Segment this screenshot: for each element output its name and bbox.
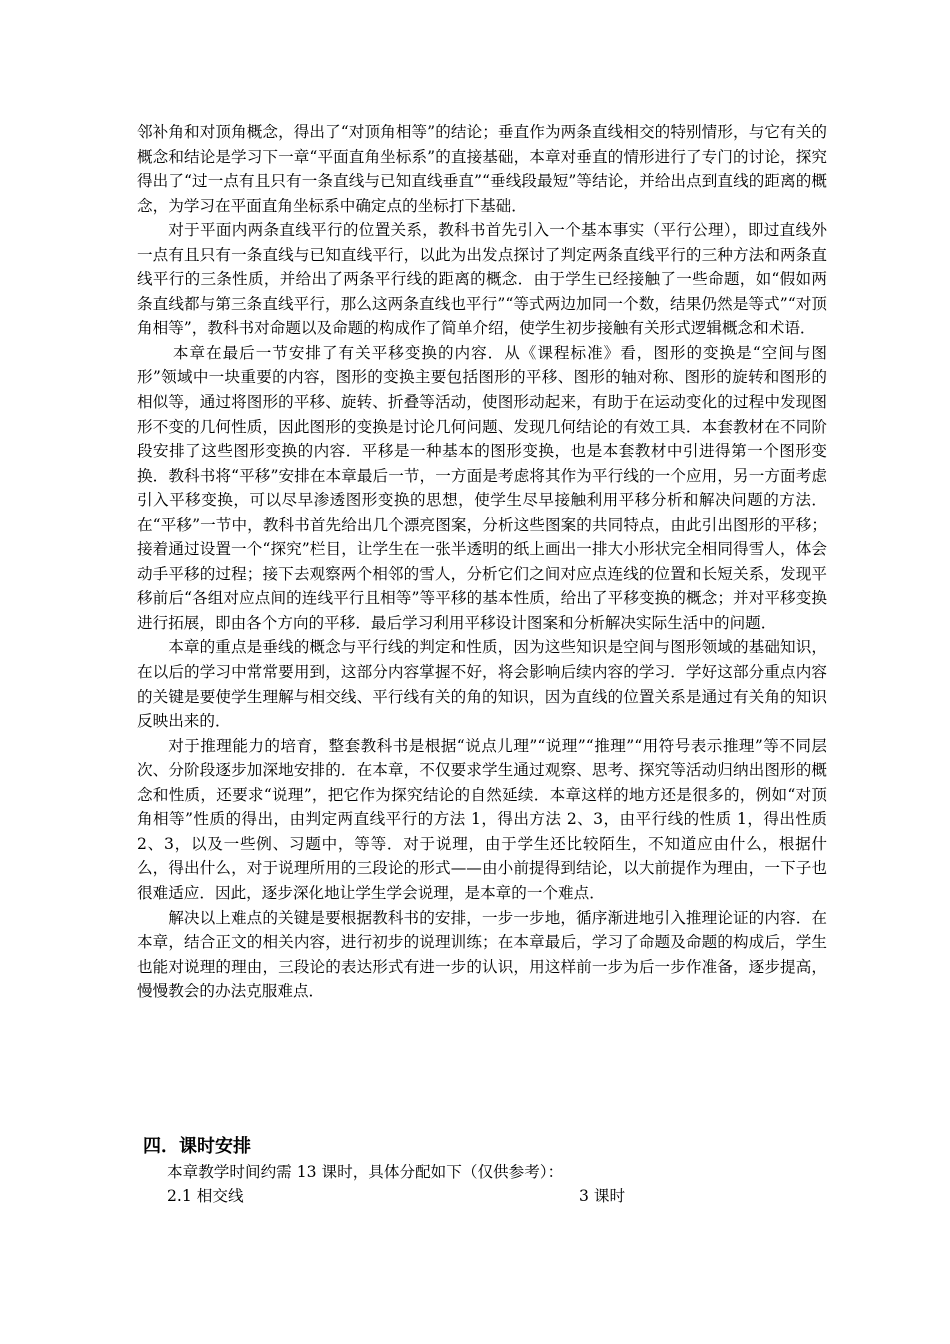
- paragraph-reasoning: 对于推理能力的培育，整套教科书是根据“说点儿理”“说理”“推理”“用符号表示推理”等不同层次、分阶段逐步加深地安排的．在本章，不仅要求学生通过观察、思考、探究等活动归纳出图形的概念和性质，还要求“说理”，把它作为探究结论的自然延续．本章这样的地方还是很多的，例如“对顶角相等”性质的得出，由判定两直线平行的方法 1，得出方法 2、3，由平行线的性质 1，得出性质 2、3，以及一些例、习题中，等等．对于说理，由于学生还比较陌生，不知道应由什么，根据什么，得出什么，对于说理所用的三段论的形式——由小前提得到结论，以大前提作为理由，一下子也很难适应．因此，逐步深化地让学生学会说理，是本章的一个难点．: [137, 736, 827, 902]
- schedule-item-name: 2.1 相交线: [167, 1187, 244, 1205]
- section-heading-schedule: 四．课时安排: [143, 1136, 251, 1157]
- paragraph-parallel: 对于平面内两条直线平行的位置关系，教科书首先引入一个基本事实（平行公理），即过直线外一点有且只有一条直线与已知直线平行，以此为出发点探讨了判定两条直线平行的三种方法和两条直线平行的三条性质，并给出了两条平行线的距离的概念．由于学生已经接触了一些命题，如“假如两条直线都与第三条直线平行，那么这两条直线也平行”“等式两边加同一个数，结果仍然是等式”“对顶角相等”，教科书对命题以及命题的构成作了简单介绍，使学生初步接触有关形式逻辑概念和术语．: [137, 221, 827, 338]
- body-text: [137, 120, 827, 1004]
- paragraph-perpendicular: 邻补角和对顶角概念，得出了“对顶角相等”的结论；垂直作为两条直线相交的特别情形，与它有关的概念和结论是学习下一章“平面直角坐标系”的直接基础，本章对垂直的情形进行了专门的讨论，探究得出了“过一点有且只有一条直线与已知直线垂直”“垂线段最短”等结论，并给出点到直线的距离的概念，为学习在平面直角坐标系中确定点的坐标打下基础．: [137, 123, 827, 215]
- paragraph-difficulty: 解决以上难点的关键是要根据教科书的安排，一步一步地，循序渐进地引入推理论证的内容．在本章，结合正文的相关内容，进行初步的说理训练；在本章最后，学习了命题及命题的构成后，学生也能对说理的理由，三段论的表达形式有进一步的认识，用这样前一步为后一步作准备，逐步提高，慢慢教会的办法克服难点．: [137, 908, 827, 1001]
- schedule-intro: 本章教学时间约需 13 课时，具体分配如下（仅供参考）：: [167, 1163, 564, 1181]
- paragraph-key-points: 本章的重点是垂线的概念与平行线的判定和性质，因为这些知识是空间与图形领域的基础知识，在以后的学习中常常要用到，这部分内容掌握不好，将会影响后续内容的学习．学好这部分重点内容的关键是要使学生理解与相交线、平行线有关的角的知识，因为直线的位置关系是通过有关角的知识反映出来的．: [137, 638, 827, 731]
- paragraph-translation: 本章在最后一节安排了有关平移变换的内容．从《课程标准》看，图形的变换是“空间与图形”领域中一块重要的内容，图形的变换主要包括图形的平移、图形的轴对称、图形的旋转和图形的相似等，通过将图形的平移、旋转、折叠等活动，使图形动起来，有助于在运动变化的过程中发现图形不变的几何性质，因此图形的变换是讨论几何问题、发现几何结论的有效工具．本套教材在不同阶段安排了这些图形变换的内容．平移是一种基本的图形变换，也是本套教材中引进得第一个图形变换．教科书将“平移”安排在本章最后一节，一方面是考虑将其作为平行线的一个应用，另一方面考虑引入平移变换，可以尽早渗透图形变换的思想，使学生尽早接触利用平移分析和解决问题的方法．在“平移”一节中，教科书首先给出几个漂亮图案，分析这些图案的共同特点，由此引出图形的平移；接着通过设置一个“探究”栏目，让学生在一张半透明的纸上画出一排大小形状完全相同得雪人，体会动手平移的过程；接下去观察两个相邻的雪人，分析它们之间对应点连线的位置和长短关系，发现平移前后“各组对应点间的连线平行且相等”等平移的基本性质，给出了平移变换的概念；并对平移变换进行拓展，即由各个方向的平移．最后学习利用平移设计图案和分析解决实际生活中的问题．: [137, 343, 827, 632]
- schedule-item-hours: 3 课时: [579, 1187, 626, 1205]
